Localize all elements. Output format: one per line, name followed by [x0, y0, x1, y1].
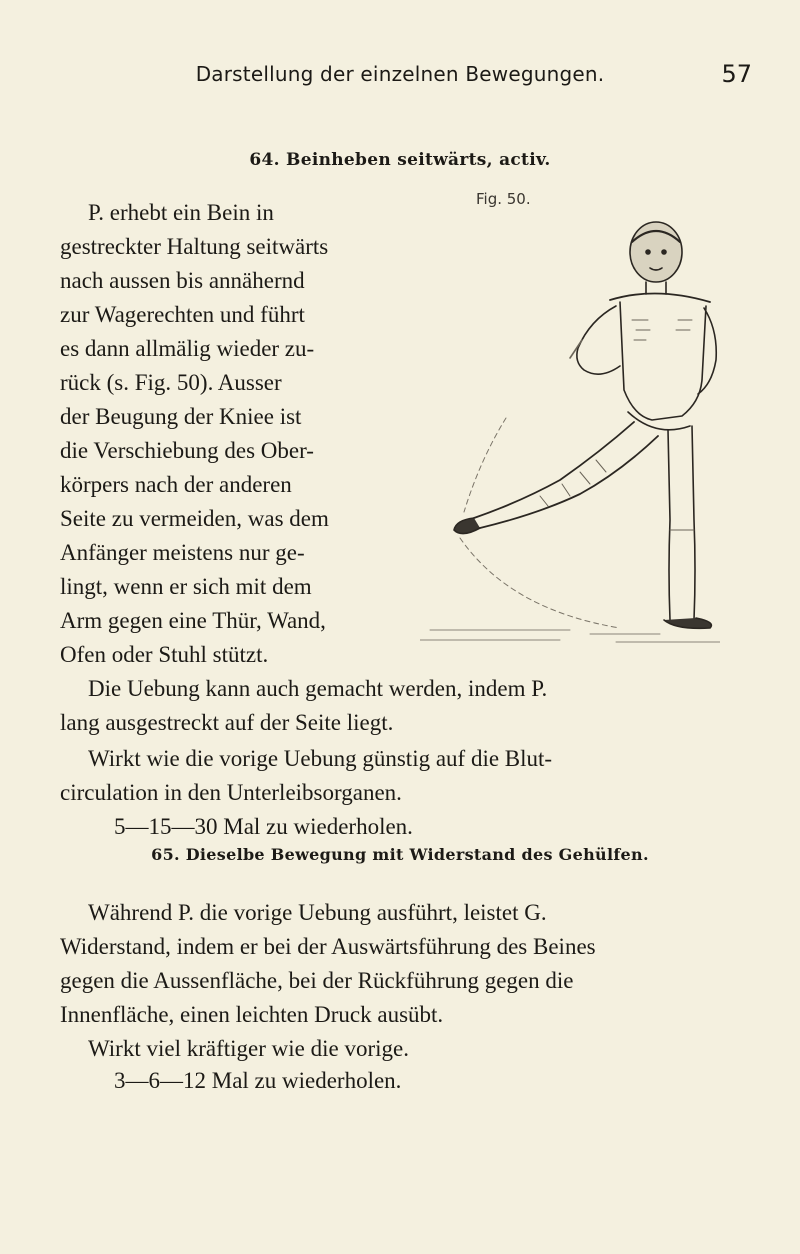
- section-heading-65: 65. Dieselbe Bewegung mit Widerstand des Gehülfen.: [151, 845, 649, 864]
- text-line: der Beugung der Kniee ist: [60, 404, 302, 429]
- text-line: die Verschiebung des Ober-: [60, 438, 314, 463]
- text-line: 3—6—12 Mal zu wiederholen.: [114, 1068, 402, 1093]
- text-line: Innenfläche, einen leichten Druck ausübt.: [60, 1002, 444, 1027]
- text-line: körpers nach der anderen: [60, 472, 292, 497]
- text-line: Wirkt viel kräftiger wie die vorige.: [88, 1036, 409, 1061]
- section-heading-64: 64. Beinheben seitwärts, activ.: [249, 150, 551, 170]
- text-line: es dann allmälig wieder zu-: [60, 336, 315, 361]
- figure-50: [420, 190, 720, 650]
- text-line: gestreckter Haltung seitwärts: [60, 234, 329, 259]
- text-line: Während P. die vorige Uebung ausführt, leistet G.: [88, 900, 547, 925]
- text-line: lingt, wenn er sich mit dem: [60, 574, 312, 599]
- text-line: 5—15—30 Mal zu wiederholen.: [114, 814, 413, 839]
- figure-caption: Fig. 50.: [476, 190, 531, 208]
- text-line: Ofen oder Stuhl stützt.: [60, 642, 269, 667]
- text-line: Anfänger meistens nur ge-: [60, 540, 305, 565]
- running-title: Darstellung der einzelnen Bewegungen.: [195, 62, 605, 86]
- text-line: Arm gegen eine Thür, Wand,: [60, 608, 326, 633]
- text-line: lang ausgestreckt auf der Seite liegt.: [60, 710, 394, 735]
- text-line: Die Uebung kann auch gemacht werden, indem P.: [88, 676, 548, 701]
- text-line: gegen die Aussenfläche, bei der Rückführung gegen die: [60, 968, 574, 993]
- page-number: 57: [721, 60, 752, 88]
- figure-illustration: [420, 190, 720, 650]
- text-line: nach aussen bis annähernd: [60, 268, 305, 293]
- text-line: circulation in den Unterleibsorganen.: [60, 780, 402, 805]
- text-line: Widerstand, indem er bei der Auswärtsführung des Beines: [60, 934, 596, 959]
- text-line: Wirkt wie die vorige Uebung günstig auf die Blut-: [88, 746, 553, 771]
- running-header: [40, 62, 760, 102]
- text-line: rück (s. Fig. 50). Ausser: [60, 370, 282, 395]
- text-line: zur Wagerechten und führt: [60, 302, 305, 327]
- text-line: Seite zu vermeiden, was dem: [60, 506, 329, 531]
- text-line: P. erhebt ein Bein in: [88, 200, 274, 225]
